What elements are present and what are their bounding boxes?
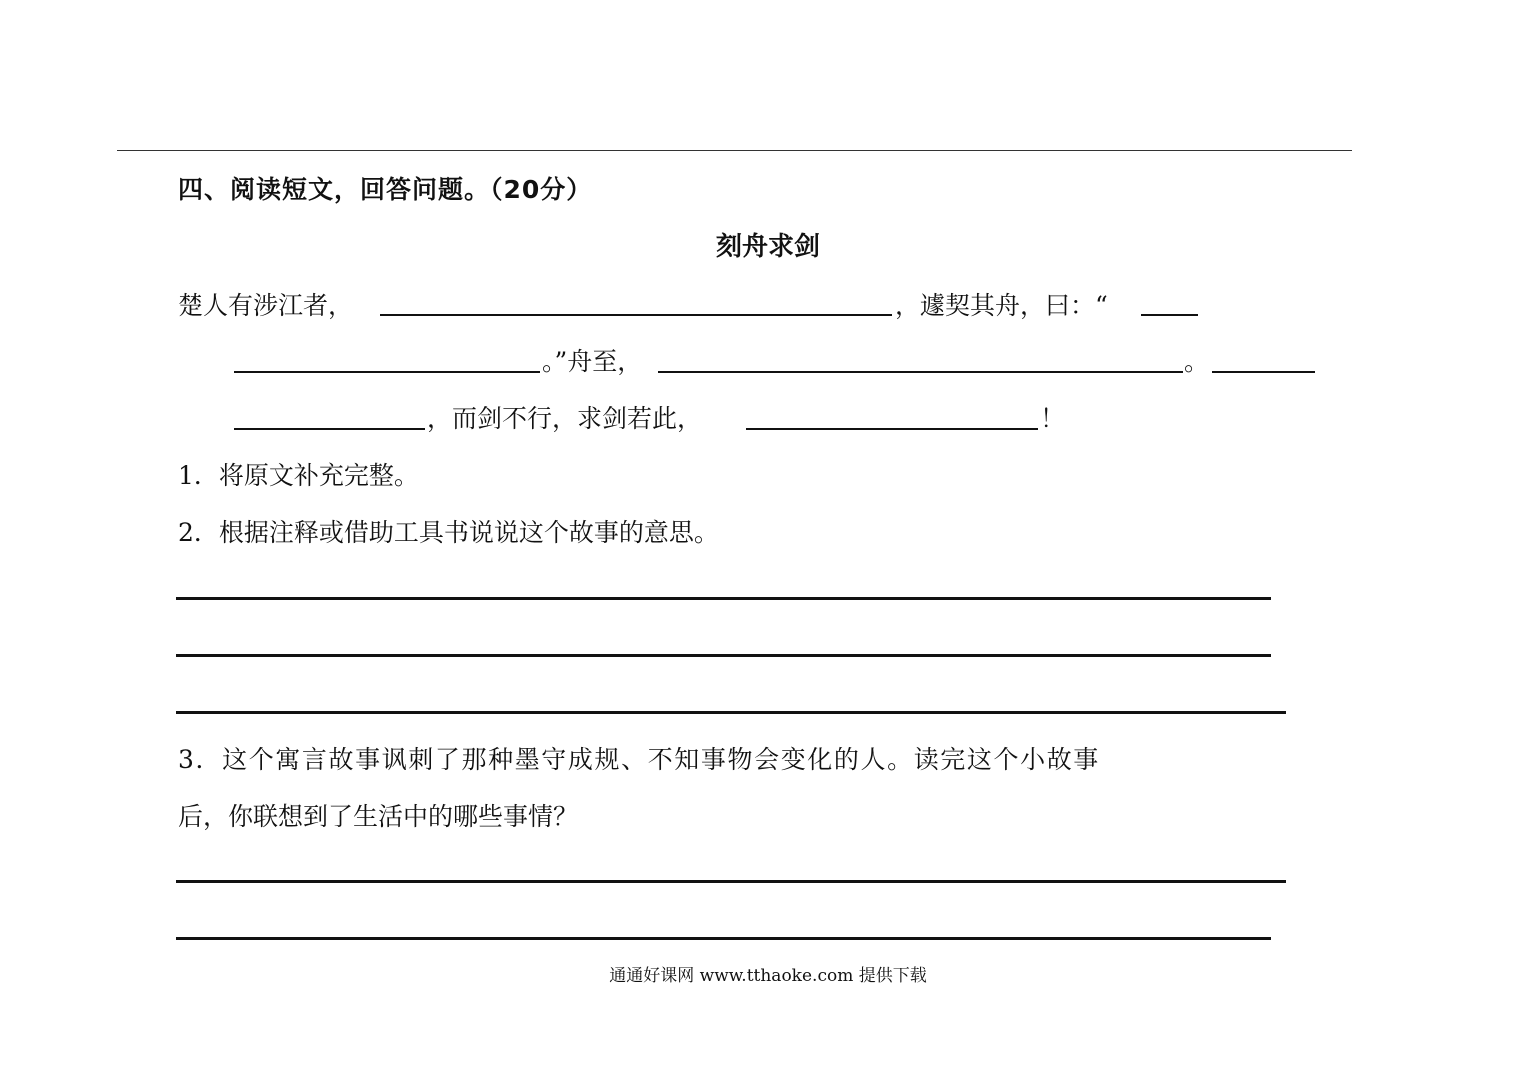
question-2: 2．根据注释或借助工具书说说这个故事的意思。 xyxy=(178,518,719,547)
fill-blank-1[interactable] xyxy=(380,314,892,316)
fill-blank-4[interactable] xyxy=(1212,371,1315,373)
section-heading: 四、阅读短文，回答问题。（20分） xyxy=(178,175,593,204)
fill-blank-5[interactable] xyxy=(746,428,1038,430)
passage-line2-end: 。 xyxy=(1184,347,1210,376)
answer-line-q3-1[interactable] xyxy=(176,880,1286,883)
top-rule xyxy=(117,150,1352,151)
question-1: 1．将原文补充完整。 xyxy=(178,461,419,490)
question-3-line1: 3．这个寓言故事讽刺了那种墨守成规、不知事物会变化的人。读完这个小故事 xyxy=(178,745,1100,774)
fill-blank-4-cont[interactable] xyxy=(234,428,425,430)
fill-blank-2-cont[interactable] xyxy=(234,371,540,373)
passage-line3-mid: ，而剑不行，求剑若此， xyxy=(427,404,703,433)
passage-line3-end: ！ xyxy=(1040,404,1066,433)
passage-line1-mid: ，遽契其舟，曰：“ xyxy=(895,291,1108,320)
fill-blank-2[interactable] xyxy=(1141,314,1198,316)
answer-line-q2-3[interactable] xyxy=(176,711,1286,714)
answer-line-q3-2[interactable] xyxy=(176,937,1271,940)
question-3-line2: 后，你联想到了生活中的哪些事情？ xyxy=(178,802,579,831)
fill-blank-3[interactable] xyxy=(658,371,1183,373)
passage-line1-start: 楚人有涉江者， xyxy=(178,291,354,320)
footer-credit: 通通好课网 www.tthaoke.com 提供下载 xyxy=(609,966,927,986)
answer-line-q2-1[interactable] xyxy=(176,597,1271,600)
passage-line2-mid: 。”舟至， xyxy=(542,347,643,376)
passage-title: 刻舟求剑 xyxy=(715,232,820,262)
answer-line-q2-2[interactable] xyxy=(176,654,1271,657)
